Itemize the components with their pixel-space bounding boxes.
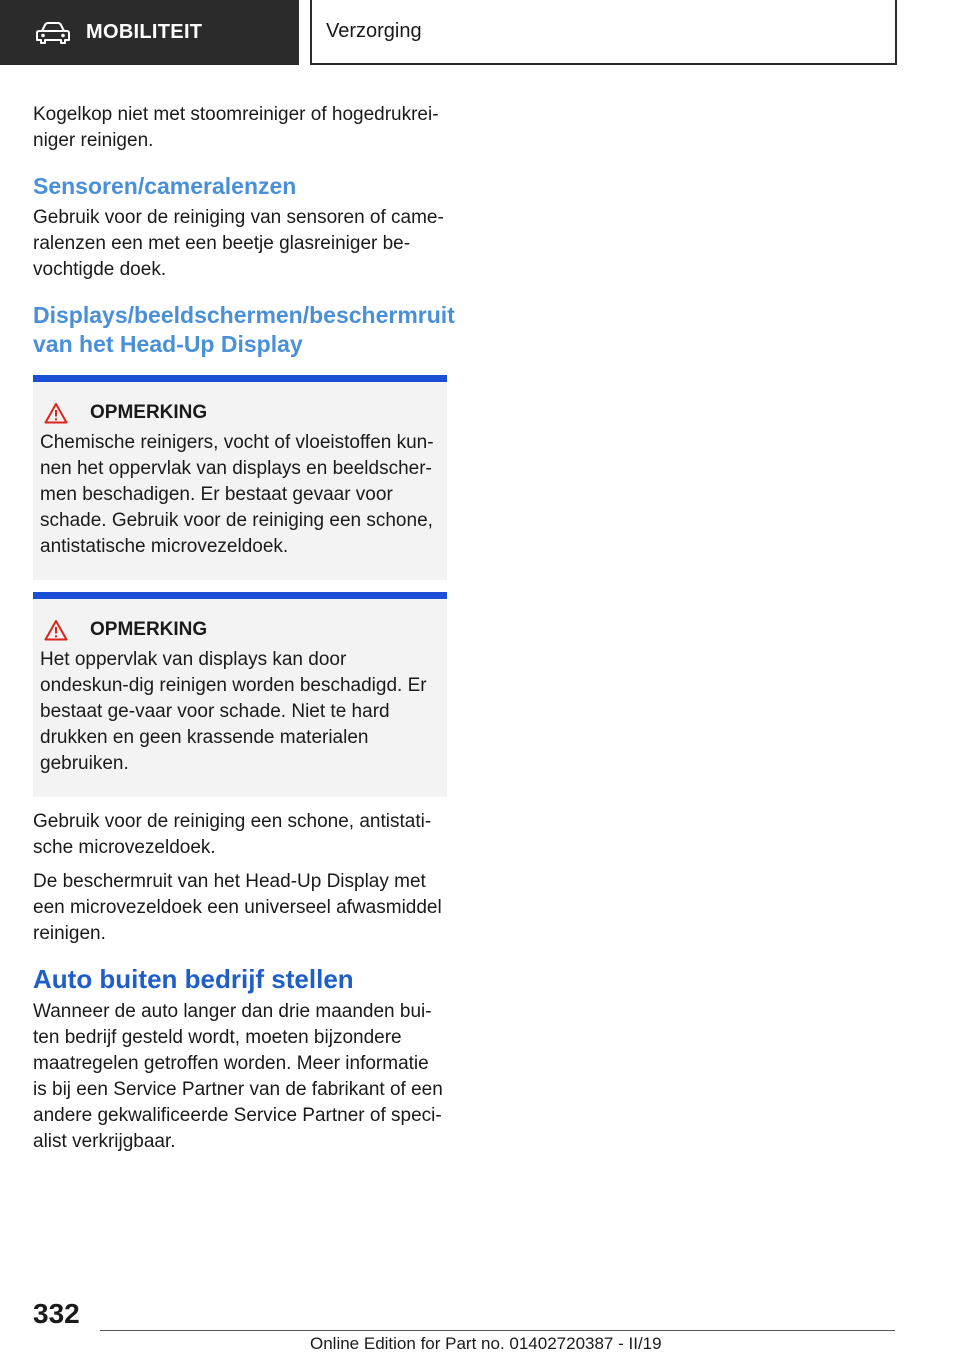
footer-edition: Online Edition for Part no. 01402720387 - II/19: [310, 1334, 662, 1353]
storage-heading: Auto buiten bedrijf stellen: [33, 964, 354, 994]
warning-triangle-icon: [44, 402, 68, 424]
notice-header: [40, 402, 439, 424]
intro-paragraph: Kogelkop niet met stoomreiniger of hogedrukrei-niger reinigen.: [33, 104, 439, 151]
header-chapter-tab: [310, 0, 897, 65]
displays-heading: Displays/beeldschermen/beschermruit van het Head-Up Display: [33, 302, 455, 357]
notice-text: Het oppervlak van displays kan door ondeskun-dig reinigen worden beschadigd. Er bestaat ge-vaar voor schade. Niet te hard drukken en geen krassende materialen gebruiken.: [40, 649, 427, 774]
footer-divider: [100, 1330, 895, 1331]
section-title: MOBILITEIT: [86, 21, 203, 43]
sensors-paragraph: Gebruik voor de reiniging van sensoren of came-ralenzen een met een beetje glasreiniger be-vochtigde doek.: [33, 207, 444, 280]
notice-title: OPMERKING: [90, 402, 208, 423]
notice-text: Chemische reinigers, vocht of vloeistoffen kun-nen het oppervlak van displays en beeldscher-men beschadigen. Er bestaat gevaar voor schade. Gebruik voor de reiniging een schone, antistatische microvezeldoek.: [40, 432, 434, 557]
car-icon: [36, 22, 70, 44]
header-section-tab: [0, 0, 299, 65]
notice-title: OPMERKING: [90, 619, 208, 640]
page-number: 332: [33, 1298, 80, 1329]
displays-paragraph: De beschermruit van het Head-Up Display met een microvezeldoek een universeel afwasmiddel reinigen.: [33, 871, 442, 944]
sensors-heading: Sensoren/cameralenzen: [33, 173, 297, 199]
storage-paragraph: Wanneer de auto langer dan drie maanden bui-ten bedrijf gesteld wordt, moeten bijzondere maatregelen getroffen worden. Meer informatie is bij een Service Partner van de fabrikant of een andere gekwalificeerde Service Partner of speci-alist verkrijgbaar.: [33, 1001, 443, 1152]
notice-box: [33, 375, 447, 580]
notice-box: [33, 592, 447, 797]
displays-paragraph: Gebruik voor de reiniging een schone, antistati-sche microvezeldoek.: [33, 811, 432, 858]
warning-triangle-icon: [44, 619, 68, 641]
page-content: [33, 102, 455, 1163]
chapter-title: Verzorging: [326, 20, 422, 42]
notice-header: [40, 619, 439, 641]
